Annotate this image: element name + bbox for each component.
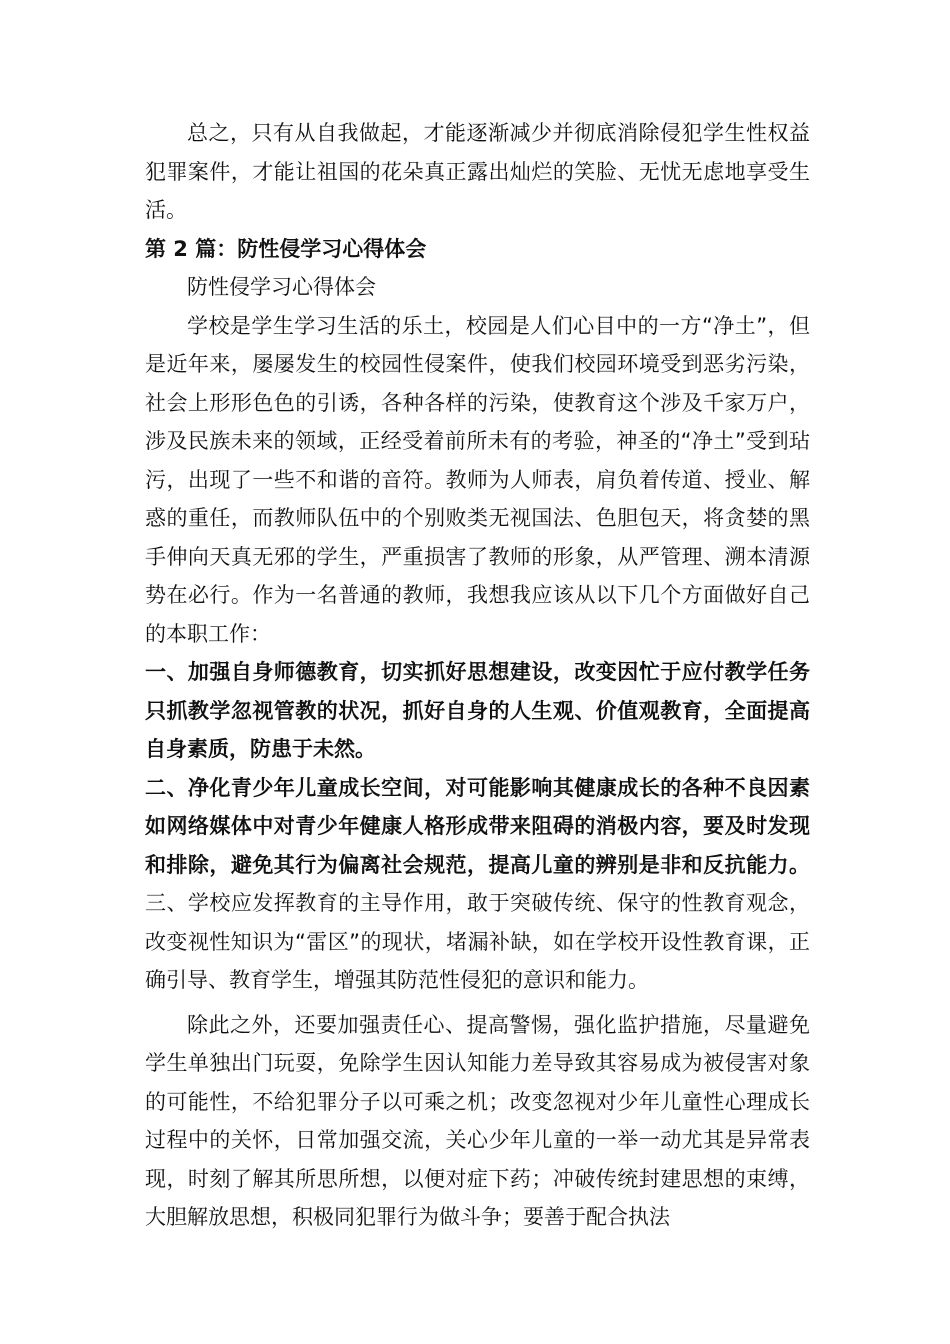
section-heading: 第 2 篇：防性侵学习心得体会 (145, 236, 427, 261)
points-two-three-paragraph (145, 769, 810, 1000)
document-page (145, 114, 810, 1237)
besides-paragraph: 除此之外，还要加强责任心、提高警惕，强化监护措施，尽量避免学生单独出门玩耍，免除学生因认知能力差导致其容易成为被侵害对象的可能性，不给犯罪分子以可乘之机；改变忽视对少年儿童性心理成长过程中的关怀，日常加强交流，关心少年儿童的一举一动尤其是异常表现，时刻了解其所思所想，以便对症下药；冲破传统封建思想的束缚，大胆解放思想，积极同犯罪行为做斗争；要善于配合执法 (145, 1012, 810, 1229)
intro-paragraph: 学校是学生学习生活的乐土，校园是人们心目中的一方“净土”，但是近年来，屡屡发生的校园性侵案件，使我们校园环境受到恶劣污染，社会上形形色色的引诱，各种各样的污染，使教育这个涉及千家万户，涉及民族未来的领域，正经受着前所未有的考验，神圣的“净土”受到玷污，出现了一些不和谐的音符。教师为人师表，肩负着传道、授业、解惑的重任，而教师队伍中的个别败类无视国法、色胆包天，将贪婪的黑手伸向天真无邪的学生，严重损害了教师的形象，从严管理、溯本清源势在必行。作为一名普通的教师，我想我应该从以下几个方面做好自己的本职工作： (145, 313, 810, 646)
document-subtitle: 防性侵学习心得体会 (187, 275, 376, 299)
point-one-paragraph: 一、加强自身师德教育，切实抓好思想建设，改变因忙于应付教学任务只抓教学忽视管教的状况，抓好自身的人生观、价值观教育，全面提高自身素质，防患于未然。 (145, 660, 810, 761)
conclusion-paragraph: 总之，只有从自我做起，才能逐渐减少并彻底消除侵犯学生性权益犯罪案件，才能让祖国的花朵真正露出灿烂的笑脸、无忧无虑地享受生活。 (145, 121, 810, 222)
point-two-text: 二、净化青少年儿童成长空间，对可能影响其健康成长的各种不良因素如网络媒体中对青少年健康人格形成带来阻碍的消极内容，要及时发现和排除，避免其行为偏离社会规范，提高儿童的辨别是非和反抗能力。 (145, 775, 810, 877)
point-three-text: 三、学校应发挥教育的主导作用，敢于突破传统、保守的性教育观念，改变视性知识为“雷区”的现状，堵漏补缺，如在学校开设性教育课，正确引导、教育学生，增强其防范性侵犯的意识和能力。 (145, 891, 810, 992)
